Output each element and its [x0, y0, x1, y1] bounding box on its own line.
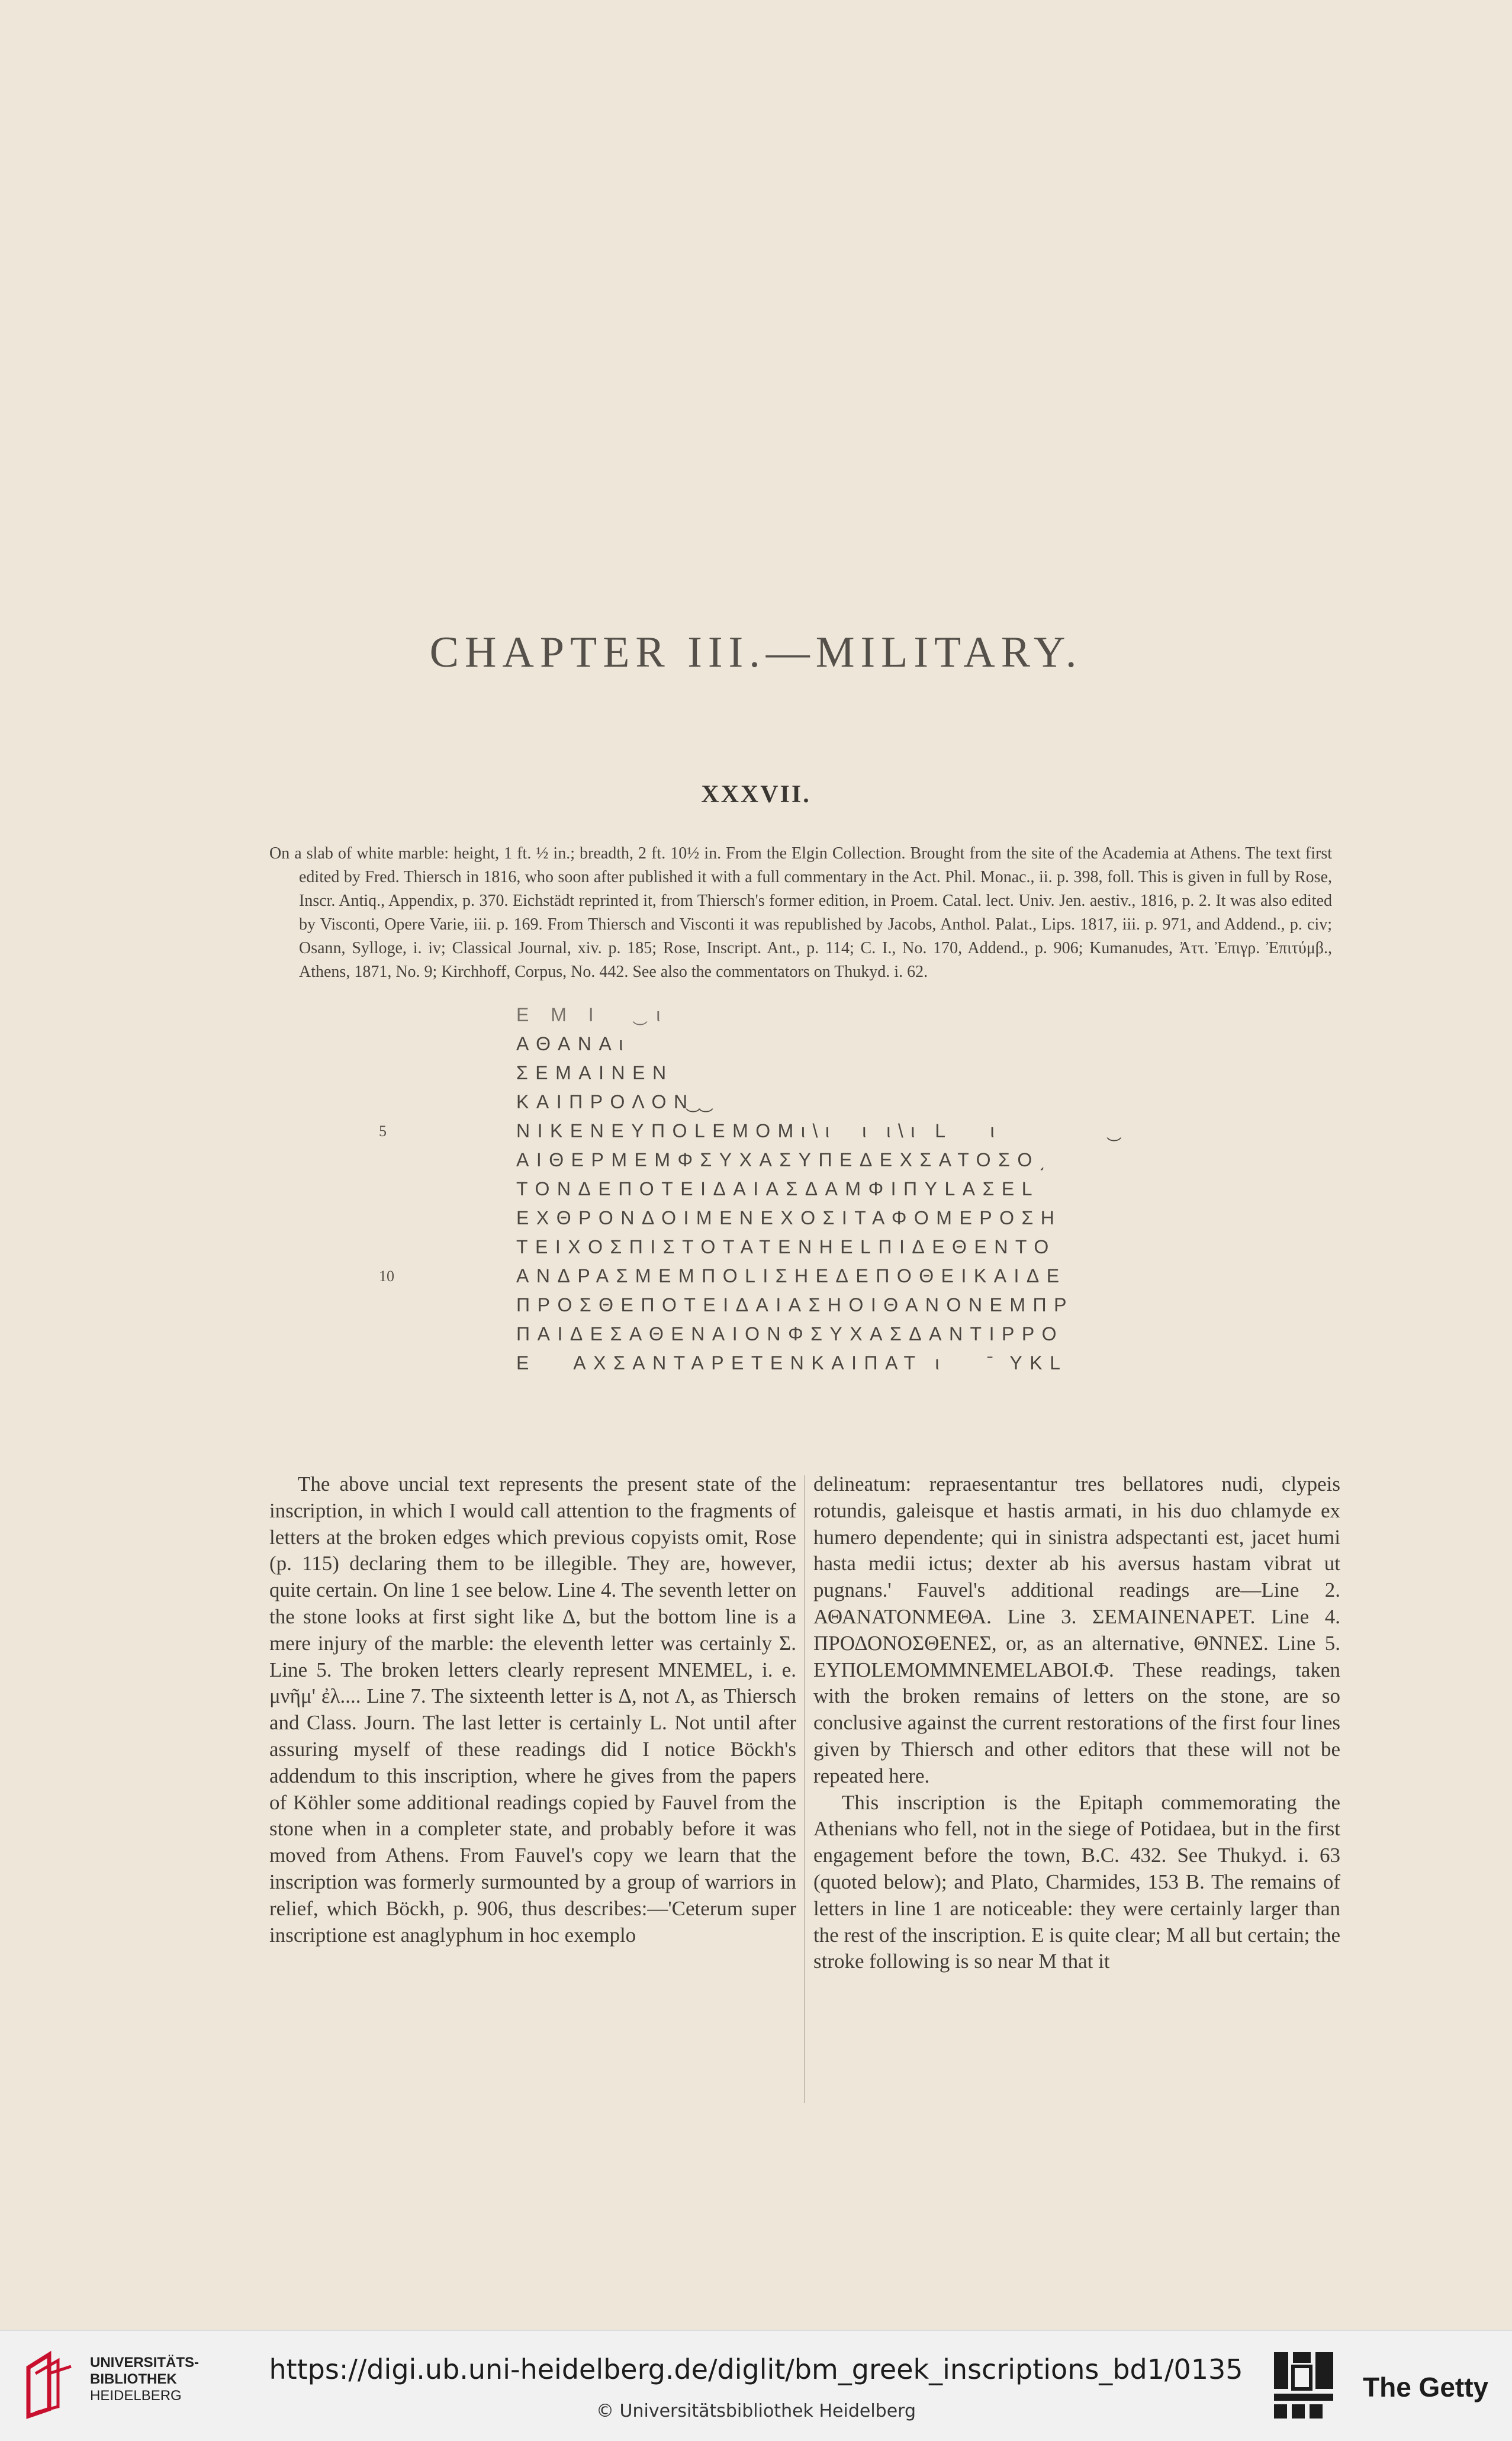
inscription-text: ΑΝΔΡΑΣΜΕΜΠΟLΙΣΗΕΔΕΠΟΘΕΙΚΑΙΔΕ [516, 1265, 1067, 1287]
left-column [269, 1471, 796, 1948]
inscription-text: ΝΙΚΕΝΕΥΠΟLΕΜΟΜι\ι ι ι\ι L ι ͜ [516, 1120, 1116, 1141]
chapter-title: CHAPTER III.—MILITARY. [429, 628, 1083, 677]
inscription-line [379, 1233, 1208, 1262]
inscription-line [379, 1349, 1208, 1378]
inscription-line [379, 1001, 1208, 1030]
inscription-text: ΚΑΙΠΡΟΛΟΝ͜ ͜ [516, 1091, 707, 1112]
permalink-url[interactable]: https://digi.ub.uni-heidelberg.de/diglit/bm_greek_inscriptions_bd1/0135 [269, 2353, 1243, 2385]
inscription-line [379, 1320, 1208, 1349]
getty-logo-icon[interactable] [1272, 2349, 1337, 2422]
inscription-text: ΣΕΜΑΙΝΕΝ [516, 1062, 674, 1083]
inscription-text: ΠΡΟΣΘΕΠΟΤΕΙΔΑΙΑΣΗΟΙΘΑΝΟΝΕΜΠΡ [516, 1294, 1074, 1316]
section-number: XXXVII. [701, 781, 811, 808]
library-name-line-3: HEIDELBERG [90, 2388, 182, 2404]
inscription-line [379, 1204, 1208, 1233]
inscription-line [379, 1262, 1208, 1291]
inscription-text: ΤΟΝΔΕΠΟΤΕΙΔΑΙΑΣΔΑΜΦΙΠΥLΑΣΕL [516, 1178, 1040, 1199]
greek-inscription [379, 1001, 1208, 1378]
left-paragraph: The above uncial text represents the present state of the inscription, in which I would call attention to the fragments of letters at the broken edges which previous copyists omit, Rose (p. 115) declaring them to be illegible. They are, however, quite certain. On line 1 see below. Line 4. The seventh letter on the stone looks at first sight like Δ, but the bottom line is a mere injury of the marble: the eleventh letter was certainly Σ. Line 5. The broken letters clearly represent ΜΝΕΜΕL, i. e. μνῆμ' ἐλ.... Line 7. The sixteenth letter is Δ, not Λ, as Thiersch and Class. Journ. The last letter is certainly L. Not until after assuring myself of these readings did I notice Böckh's addendum to this inscription, where he gives from the papers of Köhler some additional readings copied by Fauvel from the stone when in a completer state, and probably before it was moved from Athens. From Fauvel's copy we learn that the inscription was formerly surmounted by a group of warriors in relief, which Böckh, p. 906, thus describes:—'Ceterum super inscriptione est anaglyphum in hoc exemplo [269, 1472, 796, 1947]
inscription-text: ΕΧΘΡΟΝΔΟΙΜΕΝΕΧΟΣΙΤΑΦΟΜΕΡΟΣΗ [516, 1207, 1062, 1228]
inscription-text: ΤΕΙΧΟΣΠΙΣΤΟΤΑΤΕΝΗΕLΠΙΔΕΘΕΝΤΟ [516, 1236, 1056, 1258]
right-paragraph: This inscription is the Epitaph commemorating the Athenians who fell, not in the siege of Potidaea, but in the first engagement before the town, B.C. 432. See Thukyd. i. 63 (quoted below); and Plato, Charmides, 153 B. The remains of letters in line 1 are noticeable: they were certainly larger than the rest of the inscription. Ε is quite clear; Μ all but certain; the stroke following is so near Μ that it [813, 1790, 1340, 1973]
intro-paragraph [269, 842, 1332, 984]
line-number: 5 [379, 1123, 387, 1140]
inscription-text: ΑΙΘΕΡΜΕΜΦΣΥΧΑΣΥΠΕΔΕΧΣΑΤΟΣΟ͵ [516, 1149, 1053, 1170]
intro-text: On a slab of white marble: height, 1 ft. ½ in.; breadth, 2 ft. 10½ in. From the Elgin Collection. Brought from the site of the Academia at Athens. The text first edited by Fred. Thiersch in 1816, who soon after published it with a full commentary in the Act. Phil. Monac., ii. p. 398, foll. This is given in full by Rose, Inscr. Antiq., Appendix, p. 370. Eichstädt reprinted it, from Thiersch's former edition, in Proem. Catal. lect. Univ. Jen. aestiv., 1816, p. 2. It was also edited by Visconti, Opere Varie, iii. p. 169. From Thiersch and Visconti it was republished by Jacobs, Anthol. Palat., Lips. 1817, iii. p. 971, and Addend., p. civ; Osann, Sylloge, i. iv; Classical Journal, xiv. p. 185; Rose, Inscript. Ant., p. 114; C. I., No. 170, Addend., p. 906; Kumanudes, Ἀττ. Ἐπιγρ. Ἐπιτύμβ., Athens, 1871, No. 9; Kirchhoff, Corpus, No. 442. See also the commentators on Thukyd. i. 62. [269, 844, 1332, 981]
inscription-line [379, 1030, 1208, 1059]
inscription-line [379, 1088, 1208, 1117]
copyright-notice: © Universitätsbibliothek Heidelberg [596, 2401, 916, 2421]
inscription-text: Ε ΑΧΣΑΝΤΑΡΕΤΕΝΚΑΙΠΑΤ ι ̄ ΥΚL [516, 1352, 1068, 1374]
inscription-line [379, 1291, 1208, 1320]
inscription-line [379, 1117, 1208, 1146]
viewer-footer [0, 2330, 1512, 2441]
inscription-line [379, 1175, 1208, 1204]
inscription-text: Ε Μ Ι ͜ ι [516, 1004, 669, 1025]
inscription-text: ΑΘΑΝΑι [516, 1033, 630, 1054]
inscription-line [379, 1059, 1208, 1088]
right-column [813, 1471, 1340, 1975]
inscription-text: ΠΑΙΔΕΣΑΘΕΝΑΙΟΝΦΣΥΧΑΣΔΑΝΤΙΡΡΟ [516, 1323, 1064, 1345]
right-paragraph-continued: delineatum: repraesentantur tres bellatores nudi, clypeis rotundis, galeisque et hastis armati, in his duo chlamyde ex humero dependente; qui in sinistra adspectanti est, jacet humi hasta medii ictus; dexter ab his aversus hastam vibrat ut pugnans.' Fauvel's additional readings are—Line 2. ΑΘΑΝΑΤΟΝΜΕΘΑ. Line 3. ΣΕΜΑΙΝΕΝΑΡΕΤ. Line 4. ΠΡΟΔΟΝΟΣΘΕΝΕΣ, or, as an alternative, ΘΝΝΕΣ. Line 5. ΕΥΠΟLΕΜΟΜΜΝΕΜΕLΑΒΟΙ.Φ. These readings, taken with the broken remains of letters on the stone, are so conclusive against the current restorations of the first four lines given by Thiersch and other editors that these will not be repeated here. [813, 1472, 1340, 1787]
library-name-line-2: BIBLIOTHEK [90, 2371, 177, 2387]
inscription-line [379, 1146, 1208, 1175]
library-name-line-1: UNIVERSITÄTS- [90, 2355, 200, 2371]
line-number: 10 [379, 1268, 394, 1285]
getty-name[interactable]: The Getty [1363, 2372, 1489, 2403]
